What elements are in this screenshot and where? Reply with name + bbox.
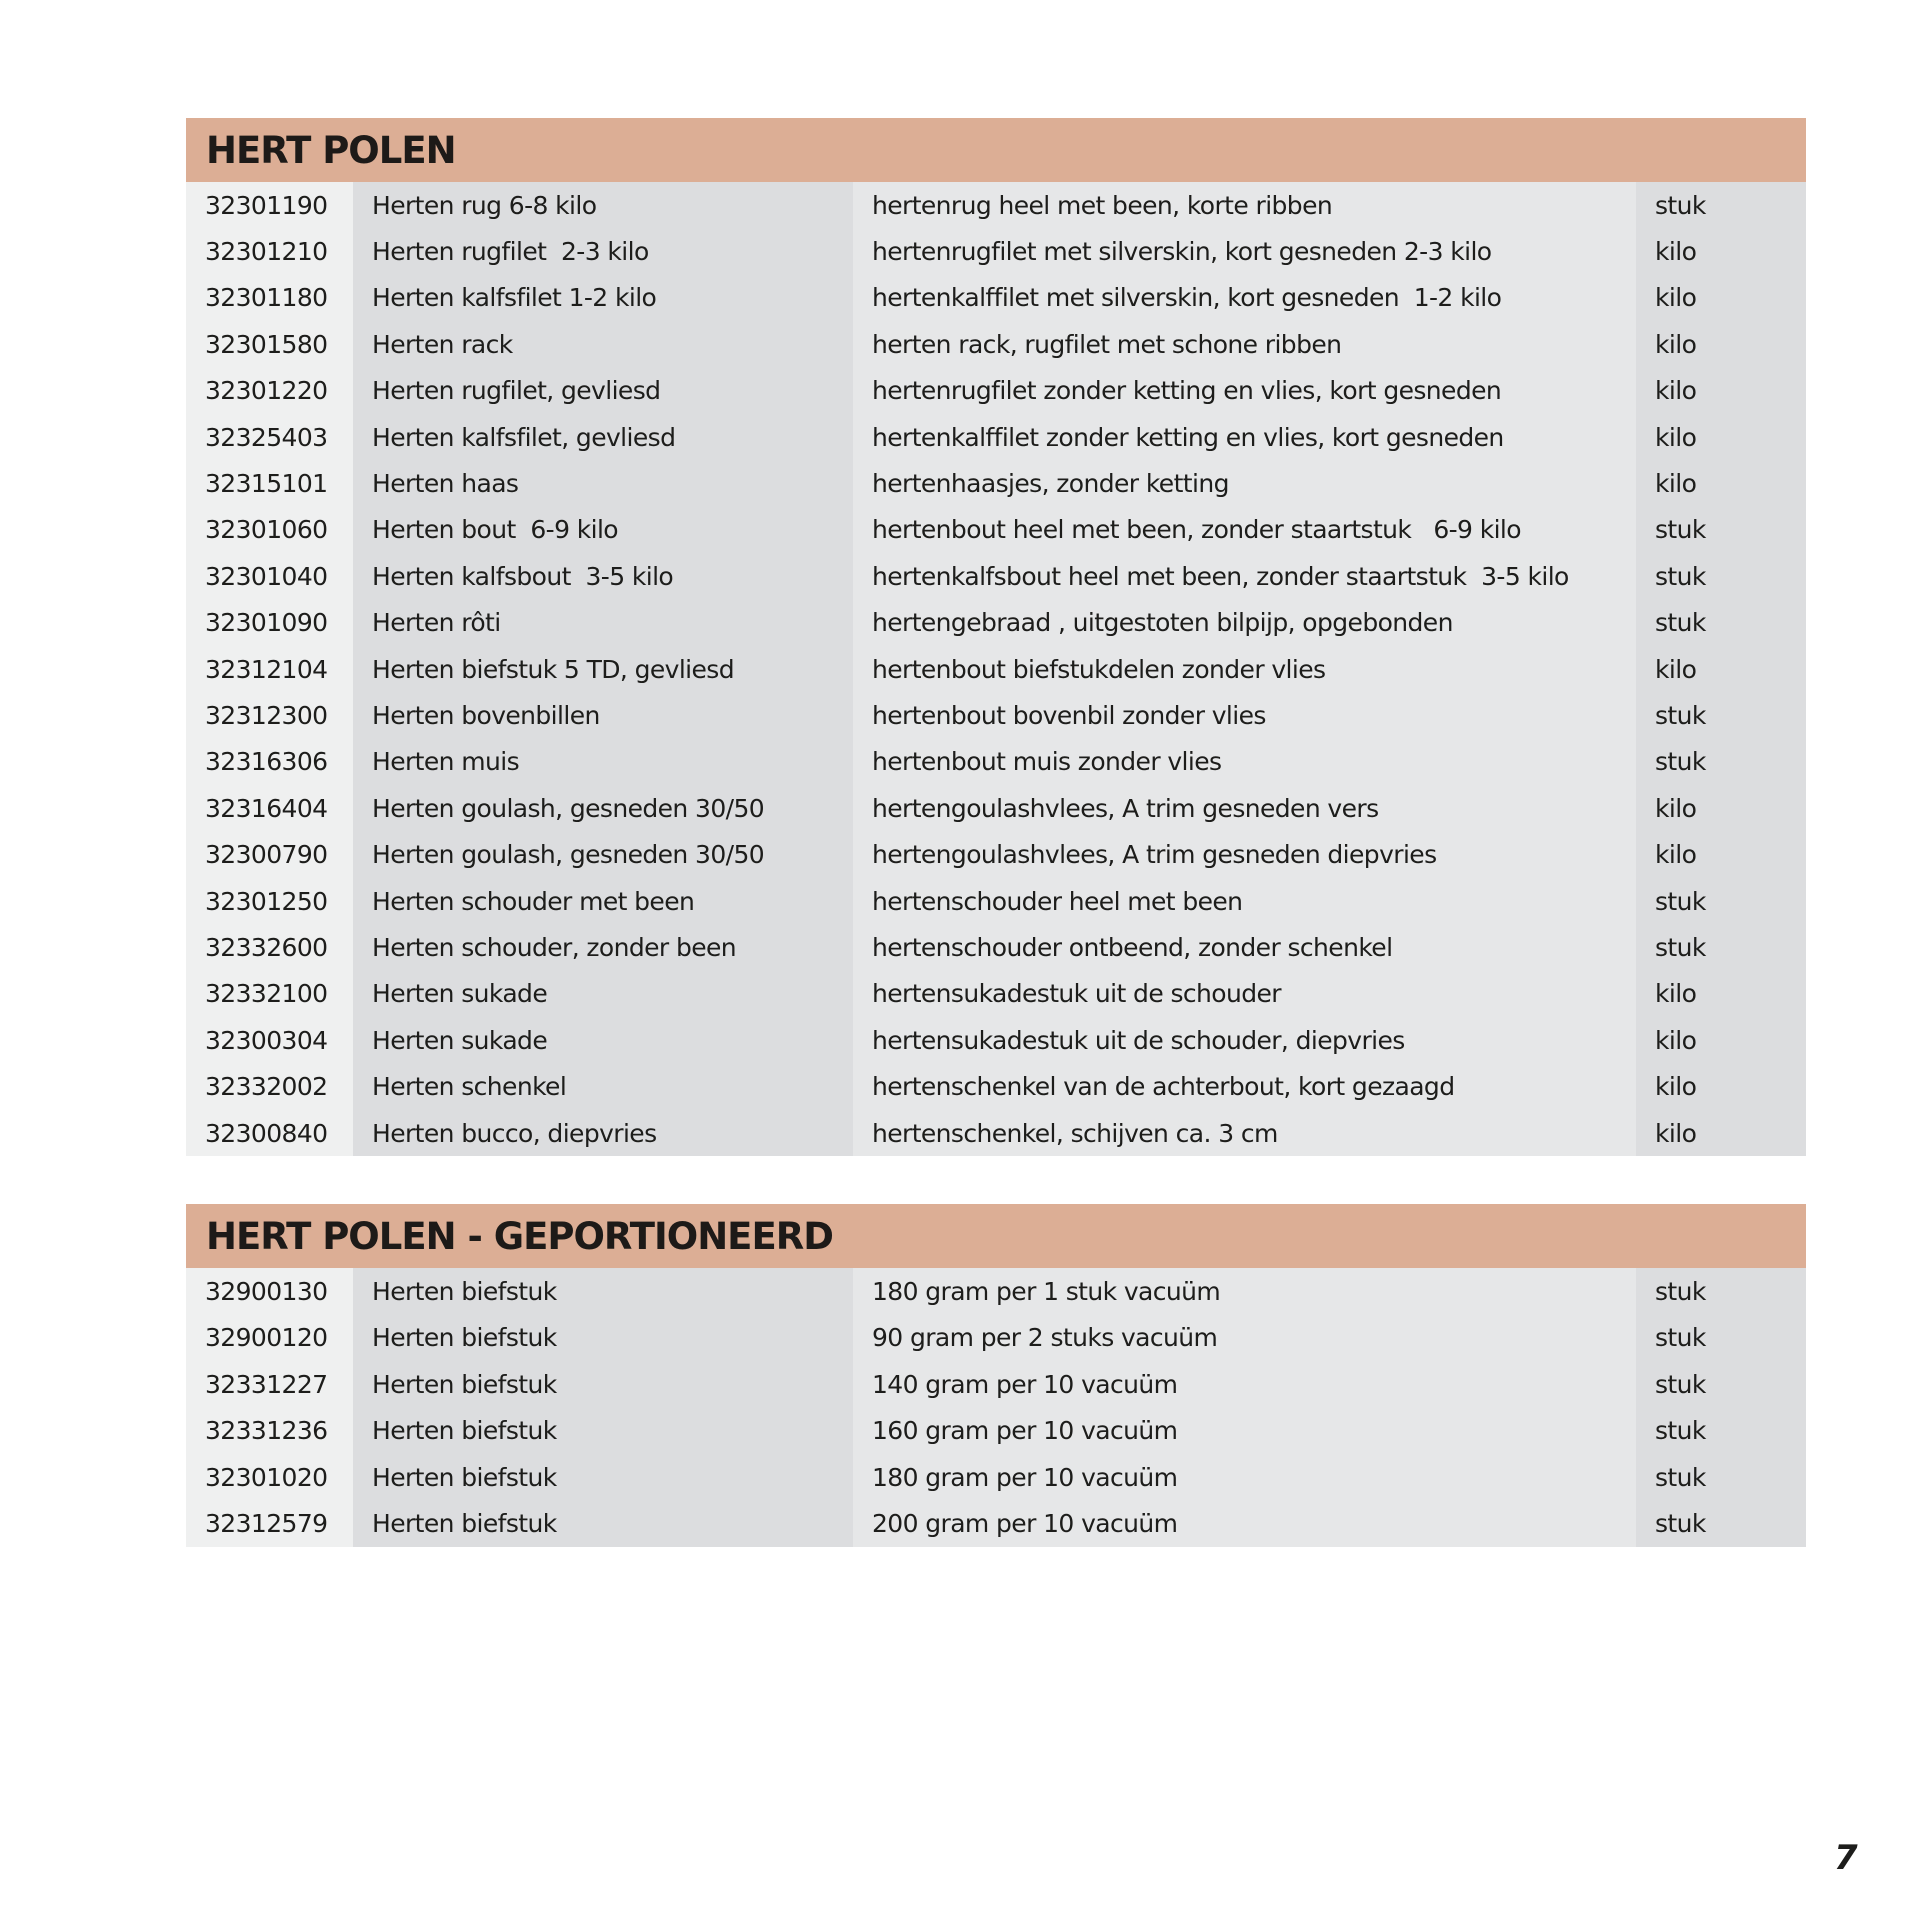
product-code: 32300840 [186, 1110, 353, 1156]
product-code: 32315101 [186, 460, 353, 506]
section-header [186, 118, 1806, 182]
table-row [186, 1361, 1806, 1408]
product-unit: stuk [1636, 1454, 1806, 1501]
product-name: Herten bout 6-9 kilo [353, 507, 853, 553]
product-description: hertensukadestuk uit de schouder [853, 971, 1636, 1017]
product-unit: stuk [1636, 1361, 1806, 1408]
product-description: hertengoulashvlees, A trim gesneden diepvries [853, 831, 1636, 877]
product-description: hertenhaasjes, zonder ketting [853, 460, 1636, 506]
product-unit: kilo [1636, 275, 1806, 321]
product-code: 32332002 [186, 1063, 353, 1109]
product-unit: kilo [1636, 321, 1806, 367]
product-code: 32300790 [186, 831, 353, 877]
product-code: 32316404 [186, 785, 353, 831]
product-unit: kilo [1636, 1063, 1806, 1109]
product-description: 180 gram per 1 stuk vacuüm [853, 1268, 1636, 1315]
product-unit: stuk [1636, 739, 1806, 785]
product-code: 32301210 [186, 228, 353, 274]
product-unit: stuk [1636, 1501, 1806, 1548]
product-description: 140 gram per 10 vacuüm [853, 1361, 1636, 1408]
product-unit: stuk [1636, 1268, 1806, 1315]
product-code: 32301060 [186, 507, 353, 553]
product-name: Herten kalfsfilet, gevliesd [353, 414, 853, 460]
product-description: hertenbout biefstukdelen zonder vlies [853, 646, 1636, 692]
product-name: Herten kalfsfilet 1-2 kilo [353, 275, 853, 321]
product-code: 32301020 [186, 1454, 353, 1501]
product-code: 32332600 [186, 924, 353, 970]
product-name: Herten biefstuk [353, 1501, 853, 1548]
table-row [186, 1315, 1806, 1362]
product-name: Herten rug 6-8 kilo [353, 182, 853, 228]
product-name: Herten biefstuk 5 TD, gevliesd [353, 646, 853, 692]
product-code: 32900130 [186, 1268, 353, 1315]
table-row [186, 600, 1806, 646]
product-unit: kilo [1636, 460, 1806, 506]
table-row [186, 692, 1806, 738]
table-row [186, 831, 1806, 877]
product-name: Herten sukade [353, 971, 853, 1017]
product-code: 32900120 [186, 1315, 353, 1362]
product-description: 90 gram per 2 stuks vacuüm [853, 1315, 1636, 1362]
table-row [186, 739, 1806, 785]
table-row [186, 1017, 1806, 1063]
product-unit: kilo [1636, 785, 1806, 831]
section-title: HERT POLEN - GEPORTIONEERD [206, 1214, 833, 1258]
product-unit: kilo [1636, 646, 1806, 692]
product-code: 32300304 [186, 1017, 353, 1063]
table-row [186, 878, 1806, 924]
product-unit: kilo [1636, 368, 1806, 414]
table-row [186, 368, 1806, 414]
product-description: hertenrugfilet met silverskin, kort gesneden 2-3 kilo [853, 228, 1636, 274]
product-description: 180 gram per 10 vacuüm [853, 1454, 1636, 1501]
product-table [186, 182, 1806, 1156]
table-row [186, 507, 1806, 553]
section-hert-polen-geportioneerd [186, 1204, 1806, 1547]
table-row [186, 182, 1806, 228]
product-description: hertenkalffilet met silverskin, kort gesneden 1-2 kilo [853, 275, 1636, 321]
table-row [186, 924, 1806, 970]
product-name: Herten biefstuk [353, 1454, 853, 1501]
product-name: Herten haas [353, 460, 853, 506]
product-description: 160 gram per 10 vacuüm [853, 1408, 1636, 1455]
product-description: herten rack, rugfilet met schone ribben [853, 321, 1636, 367]
product-description: hertensukadestuk uit de schouder, diepvries [853, 1017, 1636, 1063]
product-name: Herten goulash, gesneden 30/50 [353, 785, 853, 831]
product-description: hertenschenkel, schijven ca. 3 cm [853, 1110, 1636, 1156]
product-name: Herten rack [353, 321, 853, 367]
product-description: hertenschouder ontbeend, zonder schenkel [853, 924, 1636, 970]
product-name: Herten rugfilet, gevliesd [353, 368, 853, 414]
product-code: 32301090 [186, 600, 353, 646]
product-code: 32331227 [186, 1361, 353, 1408]
product-table [186, 1268, 1806, 1547]
product-unit: kilo [1636, 228, 1806, 274]
product-description: hertenkalfsbout heel met been, zonder staartstuk 3-5 kilo [853, 553, 1636, 599]
product-description: hertenrugfilet zonder ketting en vlies, kort gesneden [853, 368, 1636, 414]
product-description: hertenbout bovenbil zonder vlies [853, 692, 1636, 738]
table-row [186, 646, 1806, 692]
section-hert-polen [186, 118, 1806, 1156]
product-description: hertenschenkel van de achterbout, kort gezaagd [853, 1063, 1636, 1109]
product-code: 32325403 [186, 414, 353, 460]
product-code: 32332100 [186, 971, 353, 1017]
product-name: Herten schenkel [353, 1063, 853, 1109]
product-description: hertenschouder heel met been [853, 878, 1636, 924]
product-unit: kilo [1636, 831, 1806, 877]
product-code: 32301180 [186, 275, 353, 321]
table-row [186, 321, 1806, 367]
product-unit: stuk [1636, 1315, 1806, 1362]
product-description: 200 gram per 10 vacuüm [853, 1501, 1636, 1548]
product-name: Herten biefstuk [353, 1315, 853, 1362]
product-name: Herten schouder, zonder been [353, 924, 853, 970]
product-code: 32301220 [186, 368, 353, 414]
product-unit: stuk [1636, 692, 1806, 738]
product-name: Herten muis [353, 739, 853, 785]
product-unit: kilo [1636, 414, 1806, 460]
product-code: 32301250 [186, 878, 353, 924]
product-name: Herten schouder met been [353, 878, 853, 924]
product-name: Herten goulash, gesneden 30/50 [353, 831, 853, 877]
product-unit: stuk [1636, 600, 1806, 646]
product-code: 32301190 [186, 182, 353, 228]
table-row [186, 460, 1806, 506]
table-row [186, 1501, 1806, 1548]
product-description: hertenkalffilet zonder ketting en vlies, kort gesneden [853, 414, 1636, 460]
product-name: Herten bucco, diepvries [353, 1110, 853, 1156]
product-code: 32312300 [186, 692, 353, 738]
product-code: 32312104 [186, 646, 353, 692]
product-unit: kilo [1636, 1110, 1806, 1156]
product-description: hertenbout muis zonder vlies [853, 739, 1636, 785]
product-name: Herten bovenbillen [353, 692, 853, 738]
table-row [186, 228, 1806, 274]
product-name: Herten rugfilet 2-3 kilo [353, 228, 853, 274]
page-number: 7 [1834, 1838, 1858, 1878]
section-header [186, 1204, 1806, 1268]
product-unit: stuk [1636, 924, 1806, 970]
product-name: Herten biefstuk [353, 1268, 853, 1315]
product-code: 32312579 [186, 1501, 353, 1548]
table-row [186, 1110, 1806, 1156]
product-name: Herten biefstuk [353, 1361, 853, 1408]
product-name: Herten biefstuk [353, 1408, 853, 1455]
product-unit: stuk [1636, 182, 1806, 228]
product-unit: stuk [1636, 1408, 1806, 1455]
product-name: Herten rôti [353, 600, 853, 646]
table-row [186, 1063, 1806, 1109]
product-unit: kilo [1636, 971, 1806, 1017]
product-code: 32331236 [186, 1408, 353, 1455]
product-unit: stuk [1636, 507, 1806, 553]
product-description: hertengoulashvlees, A trim gesneden vers [853, 785, 1636, 831]
table-row [186, 1268, 1806, 1315]
product-unit: stuk [1636, 878, 1806, 924]
table-row [186, 414, 1806, 460]
product-unit: kilo [1636, 1017, 1806, 1063]
product-unit: stuk [1636, 553, 1806, 599]
table-row [186, 785, 1806, 831]
table-row [186, 553, 1806, 599]
product-code: 32316306 [186, 739, 353, 785]
product-name: Herten kalfsbout 3-5 kilo [353, 553, 853, 599]
product-description: hertenbout heel met been, zonder staartstuk 6-9 kilo [853, 507, 1636, 553]
product-description: hertenrug heel met been, korte ribben [853, 182, 1636, 228]
product-code: 32301040 [186, 553, 353, 599]
table-row [186, 275, 1806, 321]
product-code: 32301580 [186, 321, 353, 367]
product-name: Herten sukade [353, 1017, 853, 1063]
section-title: HERT POLEN [206, 128, 456, 172]
table-row [186, 971, 1806, 1017]
product-description: hertengebraad , uitgestoten bilpijp, opgebonden [853, 600, 1636, 646]
table-row [186, 1408, 1806, 1455]
table-row [186, 1454, 1806, 1501]
